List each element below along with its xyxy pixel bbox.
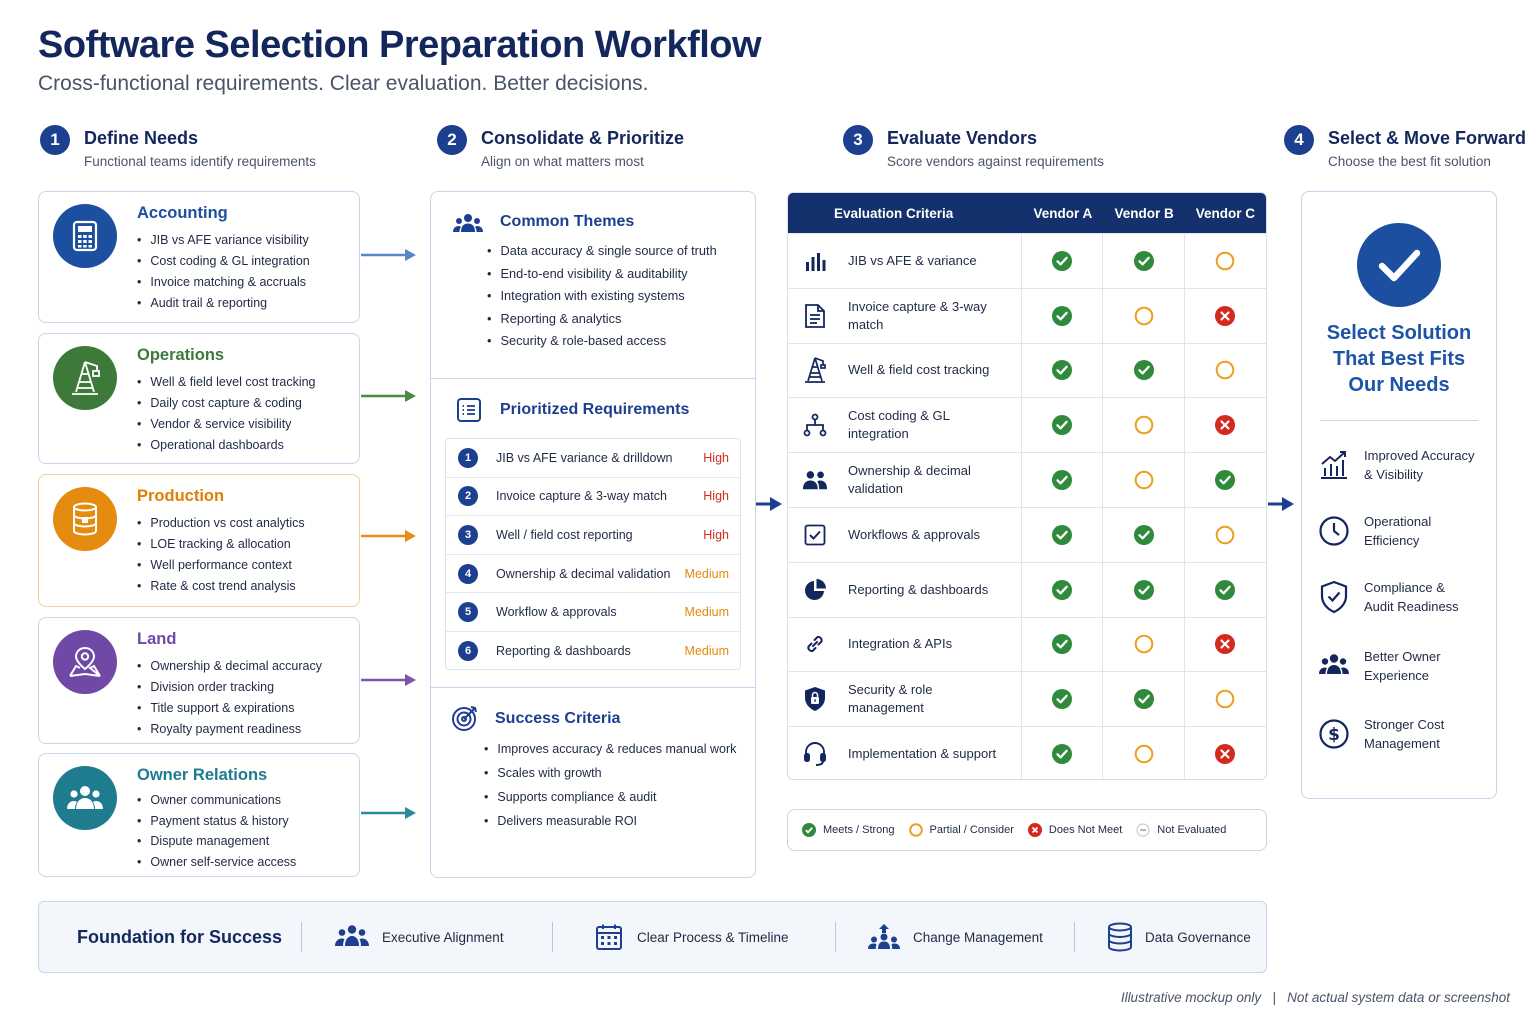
priority-level: Medium: [684, 644, 729, 659]
legend-label: Partial / Consider: [929, 824, 1014, 836]
legend-not-meet: [1028, 823, 1122, 837]
criteria-label: Security & role management: [848, 682, 933, 716]
list-item: • Audit trail & reporting: [137, 293, 310, 314]
step-title: Evaluate Vendors: [887, 128, 1038, 148]
step-2-header: [437, 125, 684, 169]
score-cell-vendor-b: [1103, 508, 1184, 562]
list-item: • Dispute management: [137, 831, 296, 852]
benefit-item: [1318, 647, 1460, 685]
check-circle-icon: [1134, 251, 1154, 271]
foundation-label: Executive Alignment: [382, 929, 504, 945]
open-circle-icon: [1134, 415, 1154, 435]
dept-card-land: [38, 617, 360, 744]
priority-label: Well / field cost reporting: [496, 527, 633, 542]
list-item: • Owner self-service access: [137, 852, 296, 873]
divider: [552, 922, 553, 952]
list-item: • Supports compliance & audit: [484, 785, 736, 809]
list-item: • Security & role-based access: [487, 330, 717, 353]
dept-card-owner-relations: [38, 753, 360, 877]
score-cell-vendor-c: [1185, 344, 1266, 398]
open-circle-icon: [1134, 634, 1154, 654]
priority-number: 2: [458, 486, 478, 506]
foundation-label: Clear Process & Timeline: [637, 929, 789, 945]
benefit-label: Stronger Cost Management: [1364, 717, 1445, 751]
priority-level: Medium: [684, 605, 729, 620]
step-4-header: [1284, 125, 1526, 169]
foundation-bar: [38, 901, 1267, 973]
header-vendor-b: Vendor B: [1114, 205, 1174, 221]
criteria-cell: [788, 672, 1022, 726]
headset-icon: [802, 741, 828, 767]
arrow-right-icon: [361, 529, 417, 543]
check-circle-icon: [1052, 744, 1072, 764]
benefit-item: [1318, 512, 1454, 550]
priority-label: Ownership & decimal validation: [496, 566, 671, 581]
score-cell-vendor-b: [1103, 563, 1184, 617]
table-row: [788, 233, 1266, 288]
dept-title: Accounting: [137, 204, 228, 222]
score-cell-vendor-b: [1103, 618, 1184, 672]
list-item: • Ownership & decimal accuracy: [137, 656, 322, 677]
priority-level: High: [703, 527, 729, 542]
priority-label: Workflow & approvals: [496, 605, 617, 620]
target-icon: [451, 704, 479, 737]
benefit-item: [1318, 578, 1470, 616]
step-subtitle: Align on what matters most: [481, 154, 644, 169]
list-item: [446, 593, 740, 632]
check-circle-icon: [1052, 306, 1072, 326]
check-circle-icon: [1052, 251, 1072, 271]
benefit-item: [1318, 715, 1460, 753]
x-circle-icon: [1215, 415, 1235, 435]
oil-derrick-icon: [53, 346, 117, 410]
list-item: [446, 439, 740, 478]
table-row: [788, 397, 1266, 452]
score-cell-vendor-b: [1103, 234, 1184, 288]
score-cell-vendor-a: [1022, 618, 1103, 672]
benefit-item: [1318, 446, 1482, 484]
team-upload-icon: [868, 923, 900, 951]
score-cell-vendor-a: [1022, 398, 1103, 452]
priority-number: 3: [458, 525, 478, 545]
score-cell-vendor-c: [1185, 672, 1266, 726]
table-header: [788, 193, 1266, 233]
open-circle-icon: [1215, 251, 1235, 271]
score-cell-vendor-b: [1103, 398, 1184, 452]
list-item: • LOE tracking & allocation: [137, 534, 305, 555]
step-title: Consolidate & Prioritize: [481, 128, 685, 148]
x-circle-icon: [1215, 306, 1235, 326]
criteria-cell: [788, 563, 1022, 617]
list-item: • Vendor & service visibility: [137, 414, 316, 435]
select-solution-panel: [1301, 191, 1497, 799]
table-row: [788, 343, 1266, 398]
list-item: • Reporting & analytics: [487, 308, 717, 331]
list-item: [446, 555, 740, 594]
dept-title: Owner Relations: [137, 766, 268, 784]
dept-list: [137, 656, 322, 740]
criteria-label: Integration & APIs: [848, 636, 953, 652]
step-3-header: [843, 125, 1104, 169]
dept-card-accounting: [38, 191, 360, 323]
x-circle-icon: [1215, 744, 1235, 764]
growth-chart-icon: [1318, 449, 1350, 481]
consolidate-panel: [430, 191, 756, 878]
clock-icon: [1318, 515, 1350, 547]
success-title: Success Criteria: [495, 710, 621, 727]
criteria-cell: [788, 344, 1022, 398]
list-item: • Delivers measurable ROI: [484, 809, 736, 833]
foundation-item: [1107, 922, 1251, 952]
score-cell-vendor-c: [1185, 508, 1266, 562]
header-vendor-a: Vendor A: [1033, 205, 1093, 221]
common-themes-title: Common Themes: [500, 213, 635, 230]
score-cell-vendor-c: [1185, 618, 1266, 672]
table-row: [788, 562, 1266, 617]
priority-label: JIB vs AFE variance & drilldown: [496, 450, 673, 465]
checklist-icon: [456, 397, 482, 428]
page-title: Software Selection Preparation Workflow: [38, 24, 762, 66]
score-cell-vendor-a: [1022, 672, 1103, 726]
people-icon: [802, 467, 828, 493]
legend-label: Does Not Meet: [1048, 824, 1123, 836]
foundation-item: [868, 923, 1074, 951]
dept-list: [137, 230, 310, 314]
step-title: Define Needs: [84, 128, 199, 148]
people-icon: [453, 212, 483, 243]
score-cell-vendor-a: [1022, 453, 1103, 507]
score-cell-vendor-b: [1103, 727, 1184, 780]
check-circle-icon: [1134, 689, 1154, 709]
list-item: • Division order tracking: [137, 677, 322, 698]
x-circle-icon: [1028, 823, 1042, 837]
dept-title: Land: [137, 630, 177, 648]
open-circle-icon: [909, 823, 923, 837]
dept-card-operations: [38, 333, 360, 464]
score-cell-vendor-a: [1022, 727, 1103, 780]
arrow-right-icon: [361, 248, 417, 262]
criteria-label: Implementation & support: [848, 746, 997, 762]
check-circle-icon: [1134, 580, 1154, 600]
priority-number: 5: [458, 602, 478, 622]
criteria-label: Ownership & decimal validation: [848, 463, 971, 497]
check-circle-icon: [1134, 360, 1154, 380]
criteria-cell: [788, 289, 1022, 343]
criteria-label: Invoice capture & 3-way match: [848, 298, 987, 332]
legend-partial: [909, 823, 1014, 837]
priority-label: Invoice capture & 3-way match: [496, 489, 667, 504]
dept-card-production: [38, 474, 360, 607]
divider: [431, 687, 755, 688]
pie-chart-icon: [802, 577, 828, 603]
step-number: 1: [40, 125, 70, 155]
list-item: • Title support & expirations: [137, 698, 322, 719]
table-row: [788, 726, 1266, 780]
legend-meets: [802, 823, 895, 837]
arrow-right-icon: [361, 389, 417, 403]
vendor-evaluation-table: [787, 192, 1267, 780]
score-cell-vendor-a: [1022, 508, 1103, 562]
step-1-header: [40, 125, 316, 169]
check-circle-icon: [1052, 689, 1072, 709]
list-item: • Production vs cost analytics: [137, 513, 305, 534]
success-list: [484, 737, 736, 833]
priority-number: 6: [458, 641, 478, 661]
checkmark-circle-icon: [1357, 223, 1441, 307]
foundation-label: Change Management: [913, 929, 1043, 945]
open-circle-icon: [1215, 525, 1235, 545]
benefit-label: Compliance & Audit Readiness: [1364, 580, 1459, 614]
step-title: Select & Move Forward: [1328, 128, 1527, 148]
list-item: • Daily cost capture & coding: [137, 393, 316, 414]
list-item: [446, 478, 740, 517]
prioritized-title: Prioritized Requirements: [500, 401, 690, 418]
foundation-title: Foundation for Success: [77, 926, 283, 947]
score-cell-vendor-a: [1022, 344, 1103, 398]
legend-label: Not Evaluated: [1157, 824, 1227, 836]
score-legend: [787, 809, 1267, 851]
people-group-icon: [334, 924, 370, 950]
list-item: • Data accuracy & single source of truth: [487, 240, 717, 263]
divider: [1320, 420, 1478, 421]
map-pin-icon: [53, 630, 117, 694]
dept-list: [137, 372, 316, 456]
dept-list: [137, 513, 305, 597]
list-item: • Owner communications: [137, 790, 296, 811]
table-row: [788, 671, 1266, 726]
score-cell-vendor-c: [1185, 563, 1266, 617]
score-cell-vendor-c: [1185, 234, 1266, 288]
score-cell-vendor-b: [1103, 289, 1184, 343]
step-number: 3: [843, 125, 873, 155]
check-circle-icon: [1052, 525, 1072, 545]
list-item: • Operational dashboards: [137, 435, 316, 456]
check-circle-icon: [802, 823, 816, 837]
list-item: • Cost coding & GL integration: [137, 251, 310, 272]
step-subtitle: Functional teams identify requirements: [84, 154, 316, 169]
criteria-cell: [788, 508, 1022, 562]
score-cell-vendor-b: [1103, 672, 1184, 726]
dept-title: Production: [137, 487, 225, 505]
step-number: 2: [437, 125, 467, 155]
database-icon: [1107, 922, 1133, 952]
check-circle-icon: [1052, 580, 1072, 600]
check-circle-icon: [1052, 415, 1072, 435]
open-circle-icon: [1134, 744, 1154, 764]
list-item: • Invoice matching & accruals: [137, 272, 310, 293]
priority-level: Medium: [684, 566, 729, 581]
priority-number: 4: [458, 564, 478, 584]
criteria-label: Cost coding & GL integration: [848, 408, 950, 442]
step-subtitle: Score vendors against requirements: [887, 154, 1104, 169]
criteria-cell: [788, 618, 1022, 672]
criteria-cell: [788, 234, 1022, 288]
arrow-right-icon: [361, 806, 417, 820]
foundation-label: Data Governance: [1145, 929, 1251, 945]
dept-list: [137, 790, 296, 872]
score-cell-vendor-a: [1022, 289, 1103, 343]
footer-note: Illustrative mockup only | Not actual system data or screenshot: [1120, 990, 1510, 1005]
priority-number: 1: [458, 448, 478, 468]
priority-level: High: [703, 450, 729, 465]
score-cell-vendor-a: [1022, 234, 1103, 288]
list-item: [446, 516, 740, 555]
priority-level: High: [703, 489, 729, 504]
page-subtitle: Cross-functional requirements. Clear evaluation. Better decisions.: [38, 72, 649, 95]
list-item: • Rate & cost trend analysis: [137, 576, 305, 597]
score-cell-vendor-b: [1103, 344, 1184, 398]
list-item: • End-to-end visibility & auditability: [487, 263, 717, 286]
score-cell-vendor-c: [1185, 453, 1266, 507]
benefit-label: Better Owner Experience: [1364, 649, 1441, 683]
open-circle-icon: [1215, 689, 1235, 709]
table-row: [788, 617, 1266, 672]
check-circle-icon: [1052, 634, 1072, 654]
step-number: 4: [1284, 125, 1314, 155]
list-item: • Improves accuracy & reduces manual work: [484, 737, 736, 761]
score-cell-vendor-c: [1185, 398, 1266, 452]
table-row: [788, 452, 1266, 507]
list-item: [446, 632, 740, 671]
list-item: • Well & field level cost tracking: [137, 372, 316, 393]
benefit-label: Improved Accuracy & Visibility: [1364, 448, 1475, 482]
divider: [431, 378, 755, 379]
score-cell-vendor-c: [1185, 289, 1266, 343]
shield-check-icon: [1318, 580, 1350, 614]
calculator-icon: [53, 204, 117, 268]
list-item: • Scales with growth: [484, 761, 736, 785]
criteria-cell: [788, 398, 1022, 452]
dept-title: Operations: [137, 346, 225, 364]
legend-label: Meets / Strong: [823, 824, 895, 836]
benefit-label: Operational Efficiency: [1364, 514, 1432, 548]
open-circle-icon: [1134, 470, 1154, 490]
divider: [835, 922, 836, 952]
svg-text:$: $: [1328, 725, 1340, 745]
criteria-cell: [788, 453, 1022, 507]
open-circle-icon: [1134, 306, 1154, 326]
table-row: [788, 288, 1266, 343]
list-item: • Well performance context: [137, 555, 305, 576]
list-item: • Payment status & history: [137, 811, 296, 832]
checkbox-icon: [802, 522, 828, 548]
divider: [301, 922, 302, 952]
criteria-label: Reporting & dashboards: [848, 581, 989, 597]
dash-circle-icon: [1136, 823, 1150, 837]
foundation-item: [595, 923, 835, 951]
header-criteria: Evaluation Criteria: [834, 205, 954, 221]
people-group-icon: [53, 766, 117, 830]
foundation-item: [334, 924, 552, 950]
link-icon: [802, 631, 828, 657]
score-cell-vendor-a: [1022, 563, 1103, 617]
lock-shield-icon: [802, 686, 828, 712]
calendar-icon: [595, 923, 623, 951]
list-item: • JIB vs AFE variance visibility: [137, 230, 310, 251]
criteria-label: Well & field cost tracking: [848, 362, 990, 378]
criteria-label: Workflows & approvals: [848, 526, 980, 542]
divider: [1074, 922, 1075, 952]
table-row: [788, 507, 1266, 562]
criteria-label: JIB vs AFE & variance: [848, 252, 977, 268]
bar-chart-icon: [802, 248, 828, 274]
arrow-right-icon: [756, 495, 784, 513]
step-subtitle: Choose the best fit solution: [1328, 154, 1491, 169]
dollar-icon: [1318, 718, 1350, 750]
x-circle-icon: [1215, 634, 1235, 654]
barrel-icon: [53, 487, 117, 551]
people-group-icon: [1318, 652, 1350, 680]
score-cell-vendor-b: [1103, 453, 1184, 507]
check-circle-icon: [1134, 525, 1154, 545]
document-icon: [802, 303, 828, 329]
oil-derrick-icon: [802, 357, 828, 383]
list-item: • Royalty payment readiness: [137, 719, 322, 740]
check-circle-icon: [1215, 470, 1235, 490]
select-solution-title: Select Solution That Best Fits Our Needs: [1326, 322, 1472, 396]
check-circle-icon: [1215, 580, 1235, 600]
header-vendor-c: Vendor C: [1195, 205, 1256, 221]
hierarchy-icon: [802, 412, 828, 438]
open-circle-icon: [1215, 360, 1235, 380]
list-item: • Integration with existing systems: [487, 285, 717, 308]
check-circle-icon: [1052, 360, 1072, 380]
priority-label: Reporting & dashboards: [496, 644, 631, 659]
legend-not-evaluated: [1136, 823, 1226, 837]
arrow-right-icon: [1268, 495, 1296, 513]
check-circle-icon: [1052, 470, 1072, 490]
common-themes-list: [487, 240, 717, 353]
arrow-right-icon: [361, 673, 417, 687]
score-cell-vendor-c: [1185, 727, 1266, 780]
prioritized-list: [445, 438, 741, 670]
criteria-cell: [788, 727, 1022, 780]
